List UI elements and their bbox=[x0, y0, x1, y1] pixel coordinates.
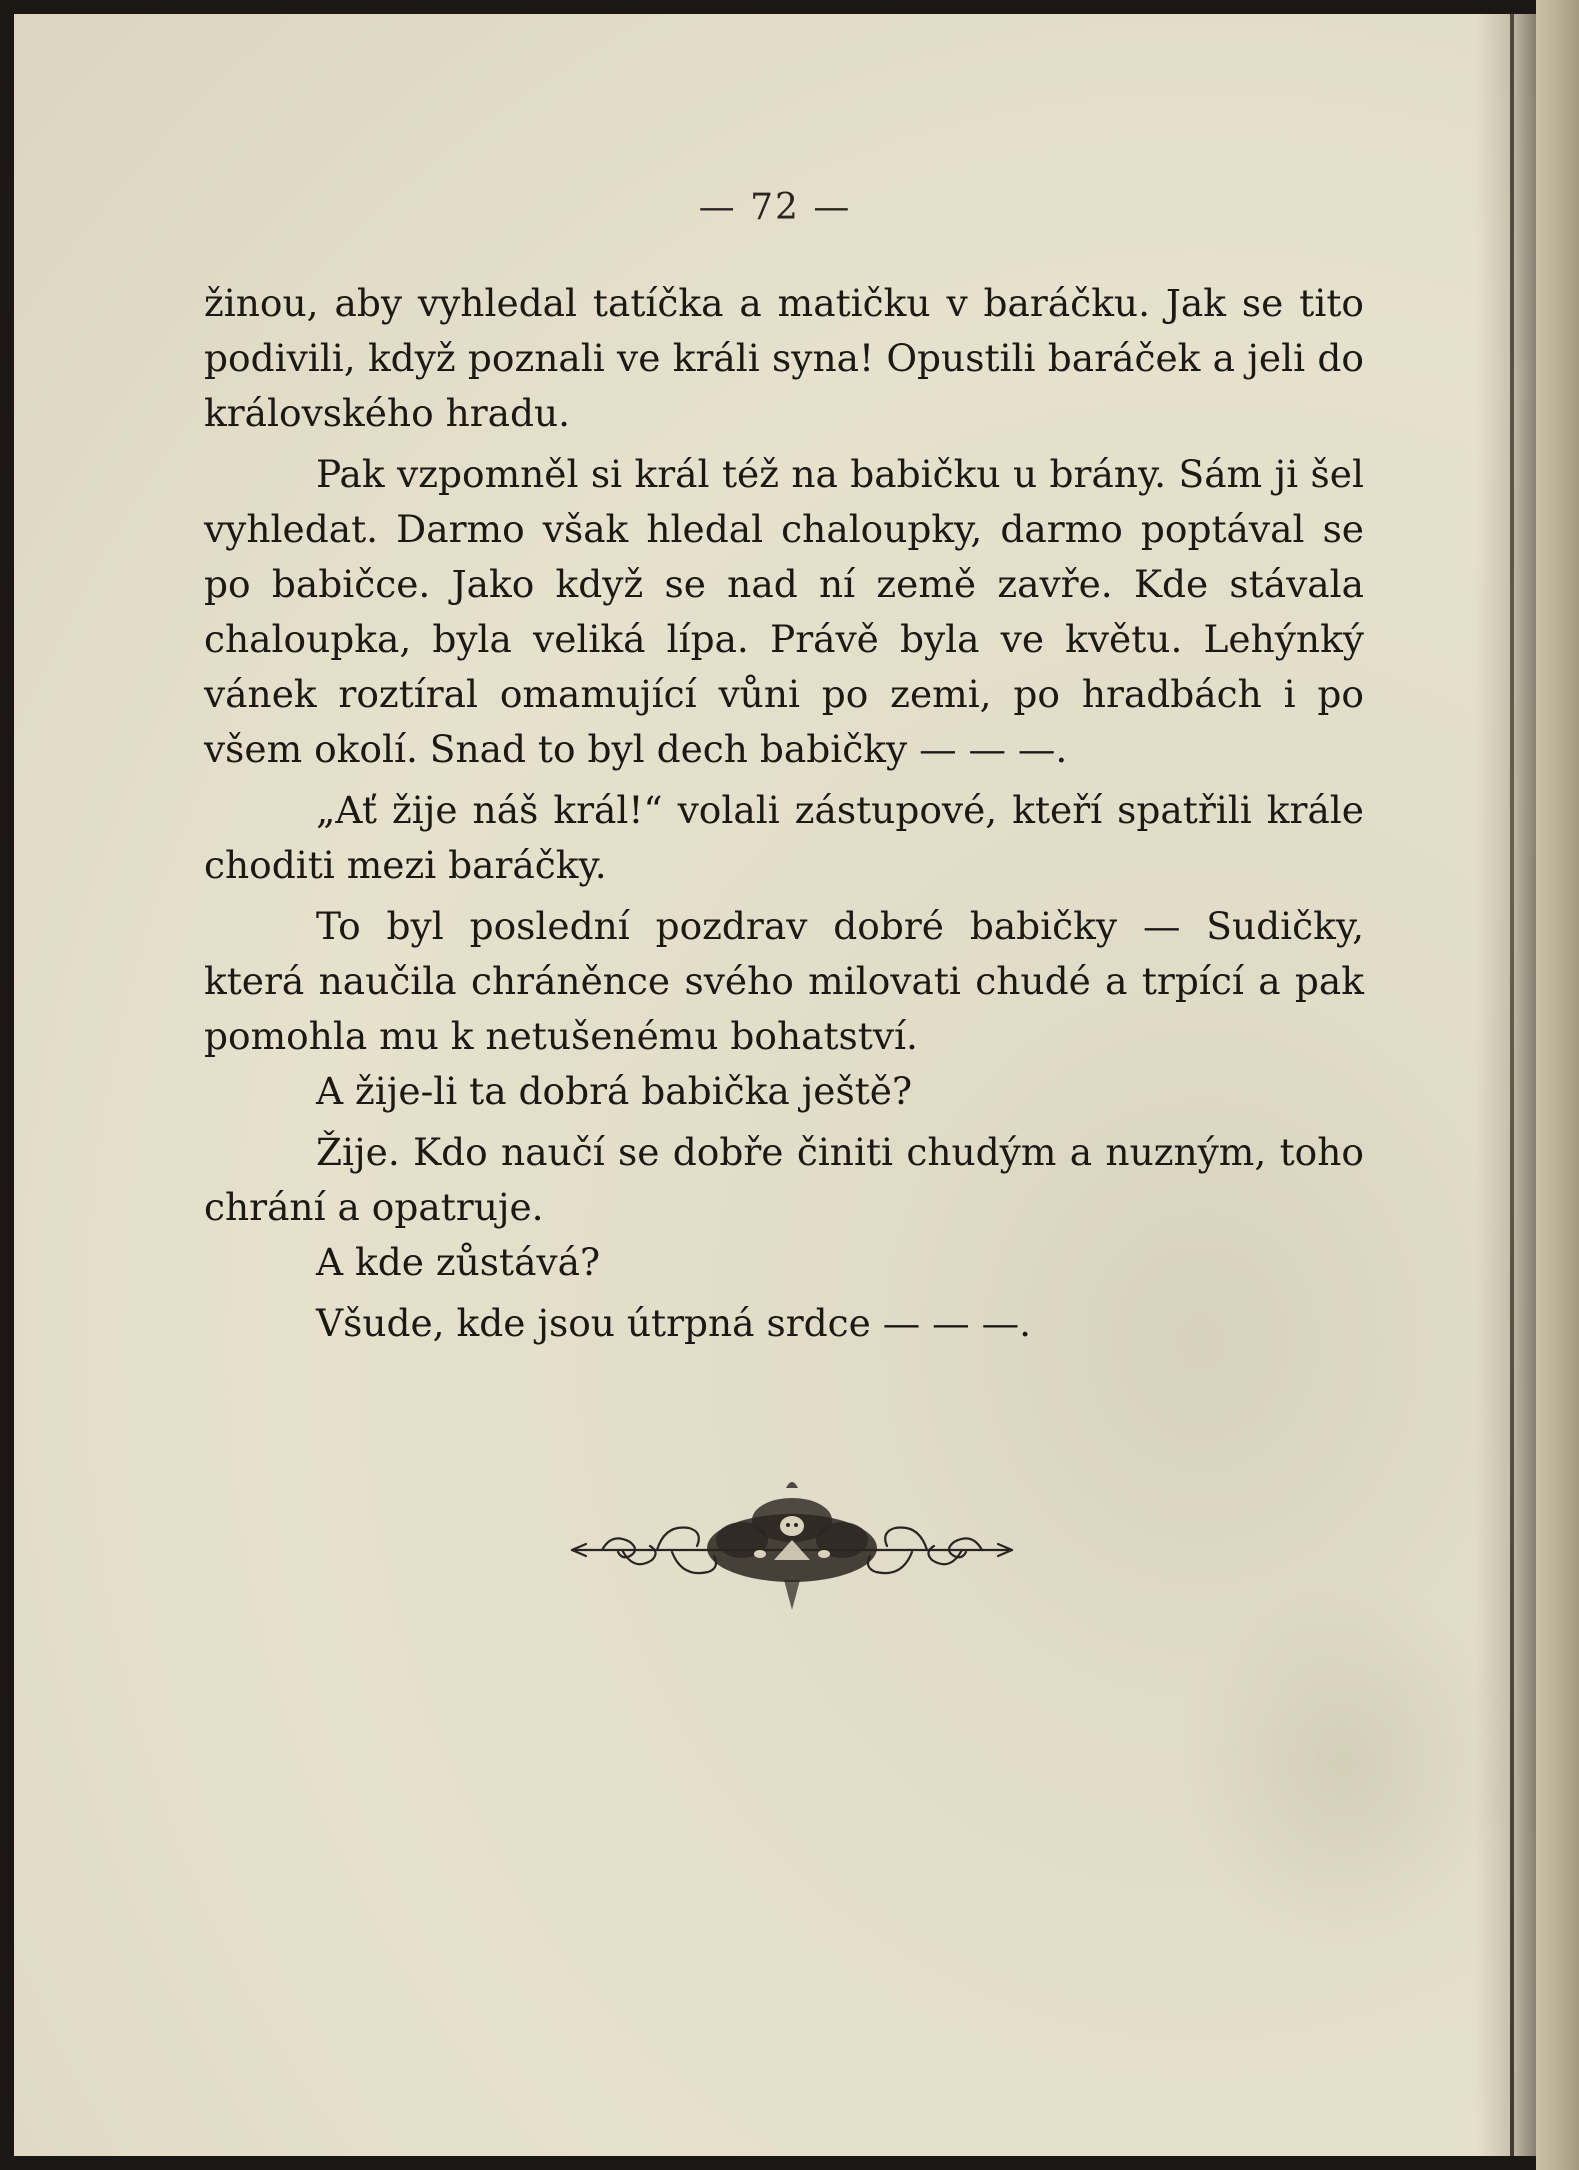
paragraph: „Ať žije náš král!“ volali zástupové, kteří spatřili krále choditi mezi baráčky. bbox=[204, 788, 1364, 887]
paragraph: Pak vzpomněl si král též na babičku u brány. Sám ji šel vyhledat. Darmo však hledal chaloupky, darmo poptával se po babičce. Jako když se nad ní země zavře. Kde stávala chaloupka, byla veliká lípa. Právě byla ve květu. Lehýnký vánek roztíral omamující vůni po zemi, po hradbách i po všem okolí. Snad to byl dech babičky — — —. bbox=[204, 452, 1364, 771]
body-text bbox=[204, 276, 1364, 1351]
book-page bbox=[14, 14, 1536, 2156]
paper-stain bbox=[1174, 1574, 1514, 1954]
page-gutter-shadow bbox=[1476, 14, 1536, 2156]
paragraph: žinou, aby vyhledal tatíčka a matičku v baráčku. Jak se tito podivili, když poznali ve králi syna! Opustili baráček a jeli do královského hradu. bbox=[204, 281, 1364, 435]
paragraph: Žije. Kdo naučí se dobře činiti chudým a nuzným, toho chrání a opatruje. bbox=[204, 1130, 1364, 1229]
scan-edge bbox=[1536, 0, 1579, 2170]
paragraph: A žije-li ta dobrá babička ještě? bbox=[316, 1069, 913, 1113]
paragraph: A kde zůstává? bbox=[316, 1240, 601, 1284]
paragraph: Všude, kde jsou útrpná srdce — — —. bbox=[316, 1301, 1032, 1345]
tailpiece-ornament-icon bbox=[562, 1468, 1022, 1618]
paragraph: To byl poslední pozdrav dobré babičky — Sudičky, která naučila chráněnce svého milovati chudé a trpící a pak pomohla mu k netušenému bohatství. bbox=[204, 904, 1364, 1058]
binding-edge bbox=[1510, 14, 1514, 2156]
page-number: — 72 — bbox=[698, 187, 852, 228]
